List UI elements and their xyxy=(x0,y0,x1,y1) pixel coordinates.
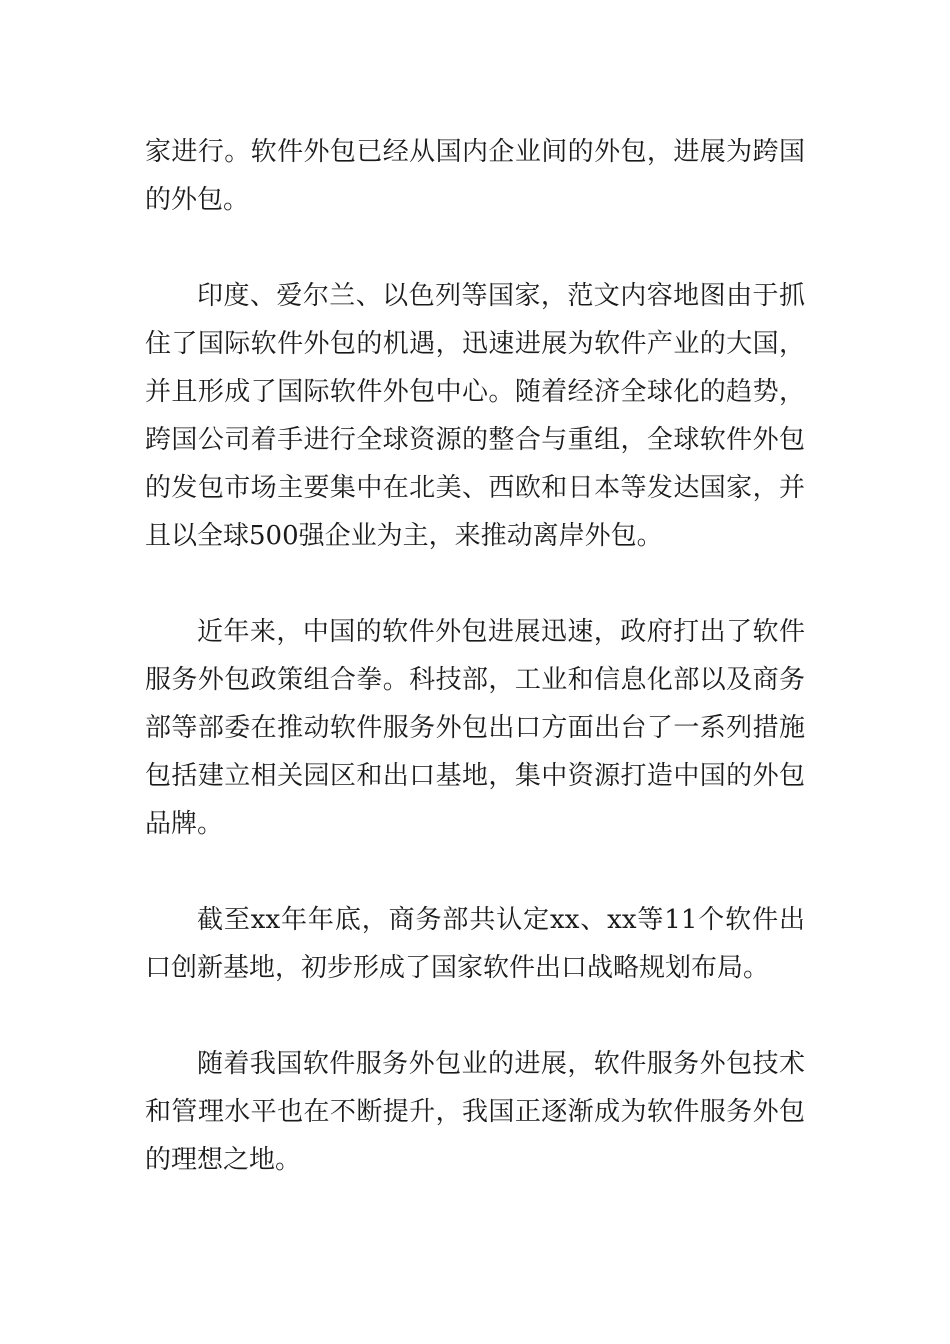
document-body xyxy=(145,128,805,1184)
paragraph-1: 家进行。软件外包已经从国内企业间的外包，进展为跨国的外包。 xyxy=(145,137,805,215)
paragraph-5: 随着我国软件服务外包业的进展，软件服务外包技术和管理水平也在不断提升，我国正逐渐成为软件服务外包的理想之地。 xyxy=(145,1049,805,1175)
paragraph-3: 近年来，中国的软件外包进展迅速，政府打出了软件服务外包政策组合拳。科技部，工业和信息化部以及商务部等部委在推动软件服务外包出口方面出台了一系列措施包括建立相关园区和出口基地，集中资源打造中国的外包品牌。 xyxy=(145,617,805,839)
paragraph-2: 印度、爱尔兰、以色列等国家，范文内容地图由于抓住了国际软件外包的机遇，迅速进展为软件产业的大国，并且形成了国际软件外包中心。随着经济全球化的趋势，跨国公司着手进行全球资源的整合与重组，全球软件外包的发包市场主要集中在北美、西欧和日本等发达国家，并且以全球500强企业为主，来推动离岸外包。 xyxy=(145,281,805,551)
paragraph-4: 截至xx年年底，商务部共认定xx、xx等11个软件出口创新基地，初步形成了国家软件出口战略规划布局。 xyxy=(145,905,805,983)
